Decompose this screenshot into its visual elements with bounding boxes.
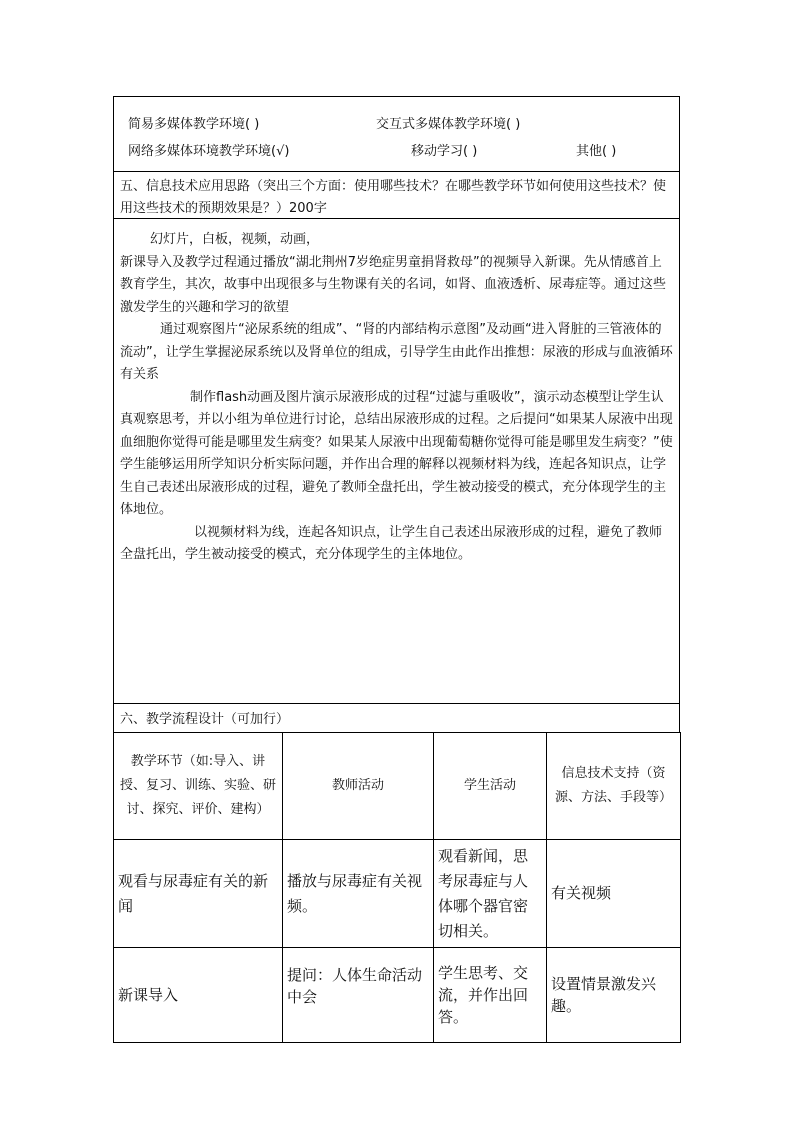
paragraph: 以视频材料为线，连起各知识点，让学生自己表述出尿液形成的过程，避免了教师全盘托出，学生被动接受的模式，充分体现学生的主体地位。 <box>120 524 663 562</box>
table-cell: 播放与尿毒症有关视频。 <box>283 840 434 948</box>
table-cell: 有关视频 <box>547 840 681 948</box>
column-header: 教学环节（如:导入、讲授、复习、训练、实验、研讨、探究、评价、建构） <box>114 733 283 840</box>
section5-body <box>113 218 680 703</box>
teaching-environment-block <box>113 96 680 171</box>
table-cell: 设置情景激发兴趣。 <box>547 948 681 1043</box>
column-header: 信息技术支持（资源、方法、手段等） <box>547 733 681 840</box>
env-mobile: 移动学习( ) <box>411 144 478 159</box>
teaching-flow-table <box>113 732 681 1043</box>
table-cell: 新课导入 <box>114 948 283 1043</box>
table-row <box>114 840 681 948</box>
env-network: 网络多媒体环境教学环境(√) <box>128 144 290 159</box>
env-interactive: 交互式多媒体教学环境( ) <box>376 117 521 132</box>
env-simple: 简易多媒体教学环境( ) <box>128 117 260 132</box>
table-cell: 提问：人体生命活动中会 <box>283 948 434 1043</box>
table-cell: 观看与尿毒症有关的新闻 <box>114 840 283 948</box>
table-cell: 观看新闻，思考尿毒症与人体哪个器官密切相关。 <box>434 840 547 948</box>
paragraph: 制作flash动画及图片演示尿液形成的过程“过滤与重吸收”，演示动态模型让学生认真观察思考，并以小组为单位进行讨论，总结出尿液形成的过程。之后提问“如果某人尿液中出现血细胞你觉得可能是哪里发生病变？如果某人尿液中出现葡萄糖你觉得可能是哪里发生病变？”使学生能够运用所学知识分析实际问题，并作出合理的解释以视频材料为线，连起各知识点，让学生自己表述出尿液形成的过程，避免了教师全盘托出，学生被动接受的模式，充分体现学生的主体地位。 <box>120 389 673 517</box>
paragraph: 通过观察图片“泌尿系统的组成”、“肾的内部结构示意图”及动画“进入肾脏的三管液体的流动”，让学生掌握泌尿系统以及肾单位的组成，引导学生由此作出推想：尿液的形成与血液循环有关系 <box>120 322 673 382</box>
paragraph: 新课导入及教学过程通过播放“湖北荆州7岁绝症男童捐肾救母”的视频导入新课。先从情感首上教育学生，其次，故事中出现很多与生物课有关的名词，如肾、血液透析、尿毒症等。通过这些激发学生的兴趣和学习的欲望 <box>120 254 667 315</box>
lesson-plan-form <box>113 96 680 1043</box>
column-header: 教师活动 <box>283 733 434 840</box>
table-cell: 学生思考、交流，并作出回答。 <box>434 948 547 1043</box>
env-other: 其他( ) <box>576 144 617 159</box>
section6-heading: 六、教学流程设计（可加行） <box>113 703 680 732</box>
column-header: 学生活动 <box>434 733 547 840</box>
paragraph: 幻灯片，白板，视频，动画， <box>150 232 320 247</box>
table-row <box>114 948 681 1043</box>
section5-heading: 五、信息技术应用思路（突出三个方面：使用哪些技术？在哪些教学环节如何使用这些技术？使用这些技术的预期效果是？）200字 <box>113 171 680 218</box>
table-header-row <box>114 733 681 840</box>
